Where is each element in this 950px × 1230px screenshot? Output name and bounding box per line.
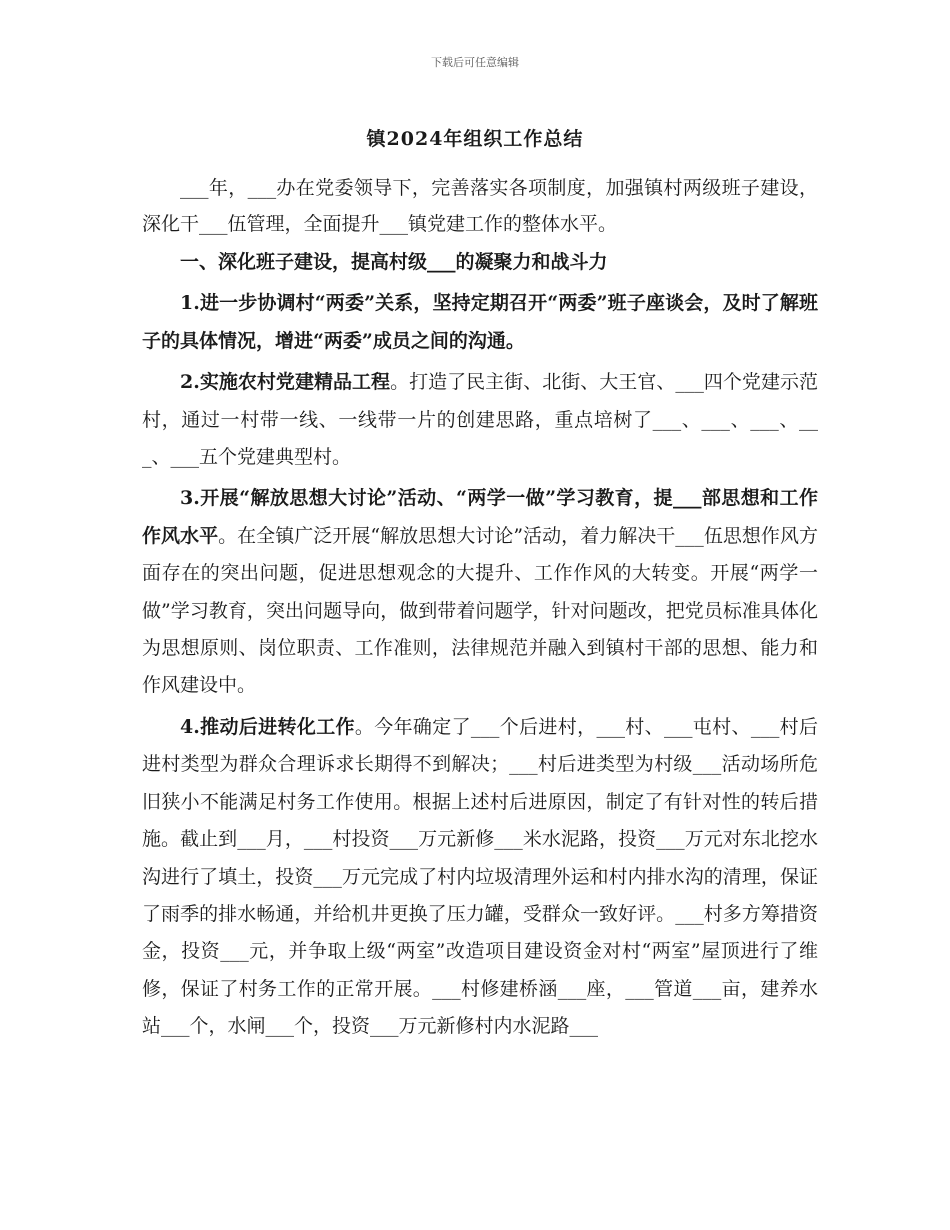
item-1: 1.进一步协调村“两委”关系，坚持定期召开“两委”班子座谈会，及时了解班子的具体情况，增进“两委”成员之间的沟通。 bbox=[142, 292, 818, 352]
document-title: 镇2024年组织工作总结 bbox=[366, 128, 584, 150]
item-2-lead: 2.实施农村党建精品工程 bbox=[180, 371, 391, 394]
item-3-lead: 3.开展“解放思想大讨论”活动、“两学一做”学习教育，提___部思想和工作作风水平 bbox=[142, 487, 818, 547]
item-4 bbox=[142, 709, 818, 1046]
item-2-text: 。打造了民主街、北街、大王官、___四个党建示范村，通过一村带一线、一线带一片的创建思路，重点培树了___、___、___、___、___五个党建典型村。 bbox=[142, 371, 818, 469]
section-heading-1: 一、深化班子建设，提高村级___的凝聚力和战斗力 bbox=[180, 251, 608, 273]
header-note: 下载后可任意编辑 bbox=[431, 56, 519, 69]
item-3 bbox=[142, 480, 818, 704]
document-body bbox=[142, 170, 818, 1046]
item-3-text: 。在全镇广泛开展“解放思想大讨论”活动，着力解决干___伍思想作风方面存在的突出问题，促进思想观念的大提升、工作作风的大转变。开展“两学一做”学习教育，突出问题导向，做到带着问题学，针对问题改，把党员标准具体化为思想原则、岗位职责、工作准则，法律规范并融入到镇村干部的思想、能力和作风建设中。 bbox=[142, 524, 818, 697]
item-4-lead: 4.推动后进转化工作 bbox=[180, 715, 355, 738]
intro-paragraph: ___年，___办在党委领导下，完善落实各项制度，加强镇村两级班子建设，深化干___伍管理，全面提升___镇党建工作的整体水平。 bbox=[142, 177, 818, 235]
item-4-text: 。今年确定了___个后进村，___村、___屯村、___村后进村类型为群众合理诉求长期得不到解决；___村后进类型为村级___活动场所危旧狭小不能满足村务工作使用。根据上述村后进原因，制定了有针对性的转后措施。截止到___月，___村投资___万元新修___米水泥路，投资___万元对东北挖水沟进行了填土，投资___万元完成了村内垃圾清理外运和村内排水沟的清理，保证了雨季的排水畅通，并给机井更换了压力罐，受群众一致好评。___村多方筹措资金，投资___元，并争取上级“两室”改造项目建设资金对村“两室”屋顶进行了维修，保证了村务工作的正常开展。___村修建桥涵___座，___管道___亩，建养水站___个，水闸___个，投资___万元新修村内水泥路___ bbox=[142, 715, 818, 1038]
item-2 bbox=[142, 364, 818, 476]
